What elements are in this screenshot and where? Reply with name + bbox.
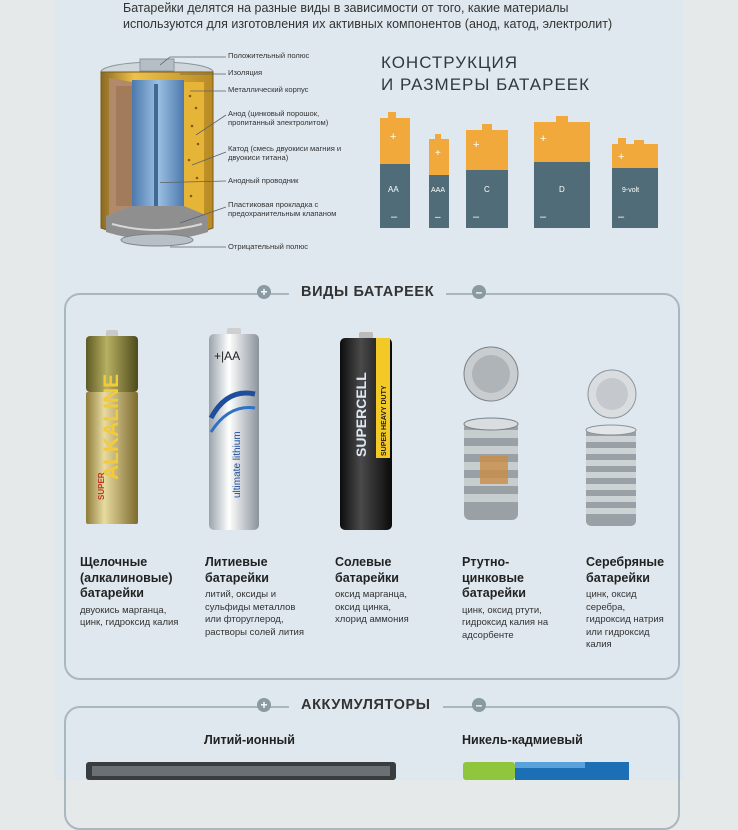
alkaline-print: ALKALINE xyxy=(100,373,123,480)
size-9volt-plus: + xyxy=(618,151,625,163)
type-silver-desc: цинк, оксид серебра, гидроксид натрия или гидроксид калия xyxy=(586,589,664,650)
size-d-label: D xyxy=(559,185,565,194)
li-ion-battery-image xyxy=(86,760,396,780)
type-alkaline xyxy=(80,555,198,630)
type-mercury-name: Ртутно-цинковые батарейки xyxy=(462,555,526,600)
expand-icon[interactable]: + xyxy=(257,285,271,299)
type-silver-name: Серебряные батарейки xyxy=(586,555,665,585)
type-silver xyxy=(586,555,704,652)
callout-lines xyxy=(160,55,230,255)
silver-battery-image xyxy=(582,368,640,530)
saline-print-2: SUPER HEAVY DUTY xyxy=(381,385,388,456)
lithium-print-2: ultimate lithium xyxy=(232,431,243,498)
type-saline-desc: оксид марганца, оксид цинка, хлорид аммония xyxy=(335,589,409,625)
mercury-battery-image xyxy=(460,346,522,530)
size-9volt xyxy=(612,138,658,228)
size-d xyxy=(534,116,590,228)
collapse-icon[interactable]: – xyxy=(472,285,486,299)
size-c-minus: – xyxy=(473,211,480,223)
lithium-print: +|AA xyxy=(214,349,241,363)
lithium-battery-image xyxy=(207,328,261,532)
accumulators-collapse-icon[interactable]: – xyxy=(472,698,486,712)
size-aaa xyxy=(429,134,449,228)
li-ion-label: Литий-ионный xyxy=(204,733,295,747)
size-d-minus: – xyxy=(540,211,547,223)
size-c xyxy=(466,124,508,228)
size-c-plus: + xyxy=(473,139,480,151)
callout-anode: Анод (цинковый порошок, пропитанный электролитом) xyxy=(228,109,329,127)
size-aa-plus: + xyxy=(390,131,397,143)
accumulators-expand-icon[interactable]: + xyxy=(257,698,271,712)
battery-sizes-chart xyxy=(378,112,668,234)
size-9volt-minus: – xyxy=(618,211,625,223)
type-mercury-desc: цинк, оксид ртути, гидроксид калия на адсорбенте xyxy=(462,604,549,641)
type-lithium xyxy=(205,555,323,639)
type-saline xyxy=(335,555,453,627)
intro-line-2: используются для изготовления их активных компонентов (анод, катод, электролит) xyxy=(123,17,613,31)
size-d-plus: + xyxy=(540,133,547,145)
construction-title-line-2: И РАЗМЕРЫ БАТАРЕЕК xyxy=(381,75,591,94)
construction-title-line-1: КОНСТРУКЦИЯ xyxy=(381,53,519,72)
size-9volt-label: 9-volt xyxy=(622,187,640,194)
nicd-battery-image xyxy=(463,760,629,780)
type-alkaline-name: Щелочные (алкалиновые) батарейки xyxy=(80,555,173,600)
saline-battery-image xyxy=(338,332,394,532)
saline-print: SUPERCELL xyxy=(353,372,369,457)
type-saline-name: Солевые батарейки xyxy=(335,555,399,585)
callout-positive-pole: Положительный полюс xyxy=(228,51,310,60)
callout-plastic-gasket: Пластиковая прокладка с предохранительным клапаном xyxy=(228,200,337,218)
alkaline-battery-image xyxy=(84,330,140,530)
size-aa-label: AA xyxy=(388,185,399,194)
callout-cathode: Катод (смесь двуокиси магния и двуокиси титана) xyxy=(228,144,342,162)
size-aaa-label: AAA xyxy=(431,187,446,194)
battery-types-title: ВИДЫ БАТАРЕЕК xyxy=(289,284,446,300)
callout-metal-case: Металлический корпус xyxy=(228,85,309,94)
size-aaa-minus: – xyxy=(435,212,441,223)
accumulators-title: АККУМУЛЯТОРЫ xyxy=(289,697,443,713)
type-lithium-name: Литиевые батарейки xyxy=(205,555,269,585)
type-mercury xyxy=(462,555,580,642)
intro-text xyxy=(123,0,683,32)
type-alkaline-desc: двуокись марганца, цинк, гидроксид калия xyxy=(80,604,179,628)
alkaline-print-2: SUPER xyxy=(97,472,106,500)
intro-line-1: Батарейки делятся на разные виды в зависимости от того, какие материалы xyxy=(123,1,569,15)
size-aaa-plus: + xyxy=(435,148,441,159)
callout-negative-pole: Отрицательный полюс xyxy=(228,242,309,251)
callout-insulation: Изоляция xyxy=(228,68,263,77)
size-aa xyxy=(380,112,410,228)
callout-anode-conductor: Анодный проводник xyxy=(228,176,299,185)
construction-title xyxy=(381,52,641,96)
size-c-label: C xyxy=(484,185,490,194)
nicd-label: Никель-кадмиевый xyxy=(462,733,583,747)
type-lithium-desc: литий, оксиды и сульфиды металлов или фторуглерод, растворы солей лития xyxy=(205,589,304,638)
size-aa-minus: – xyxy=(391,211,398,223)
